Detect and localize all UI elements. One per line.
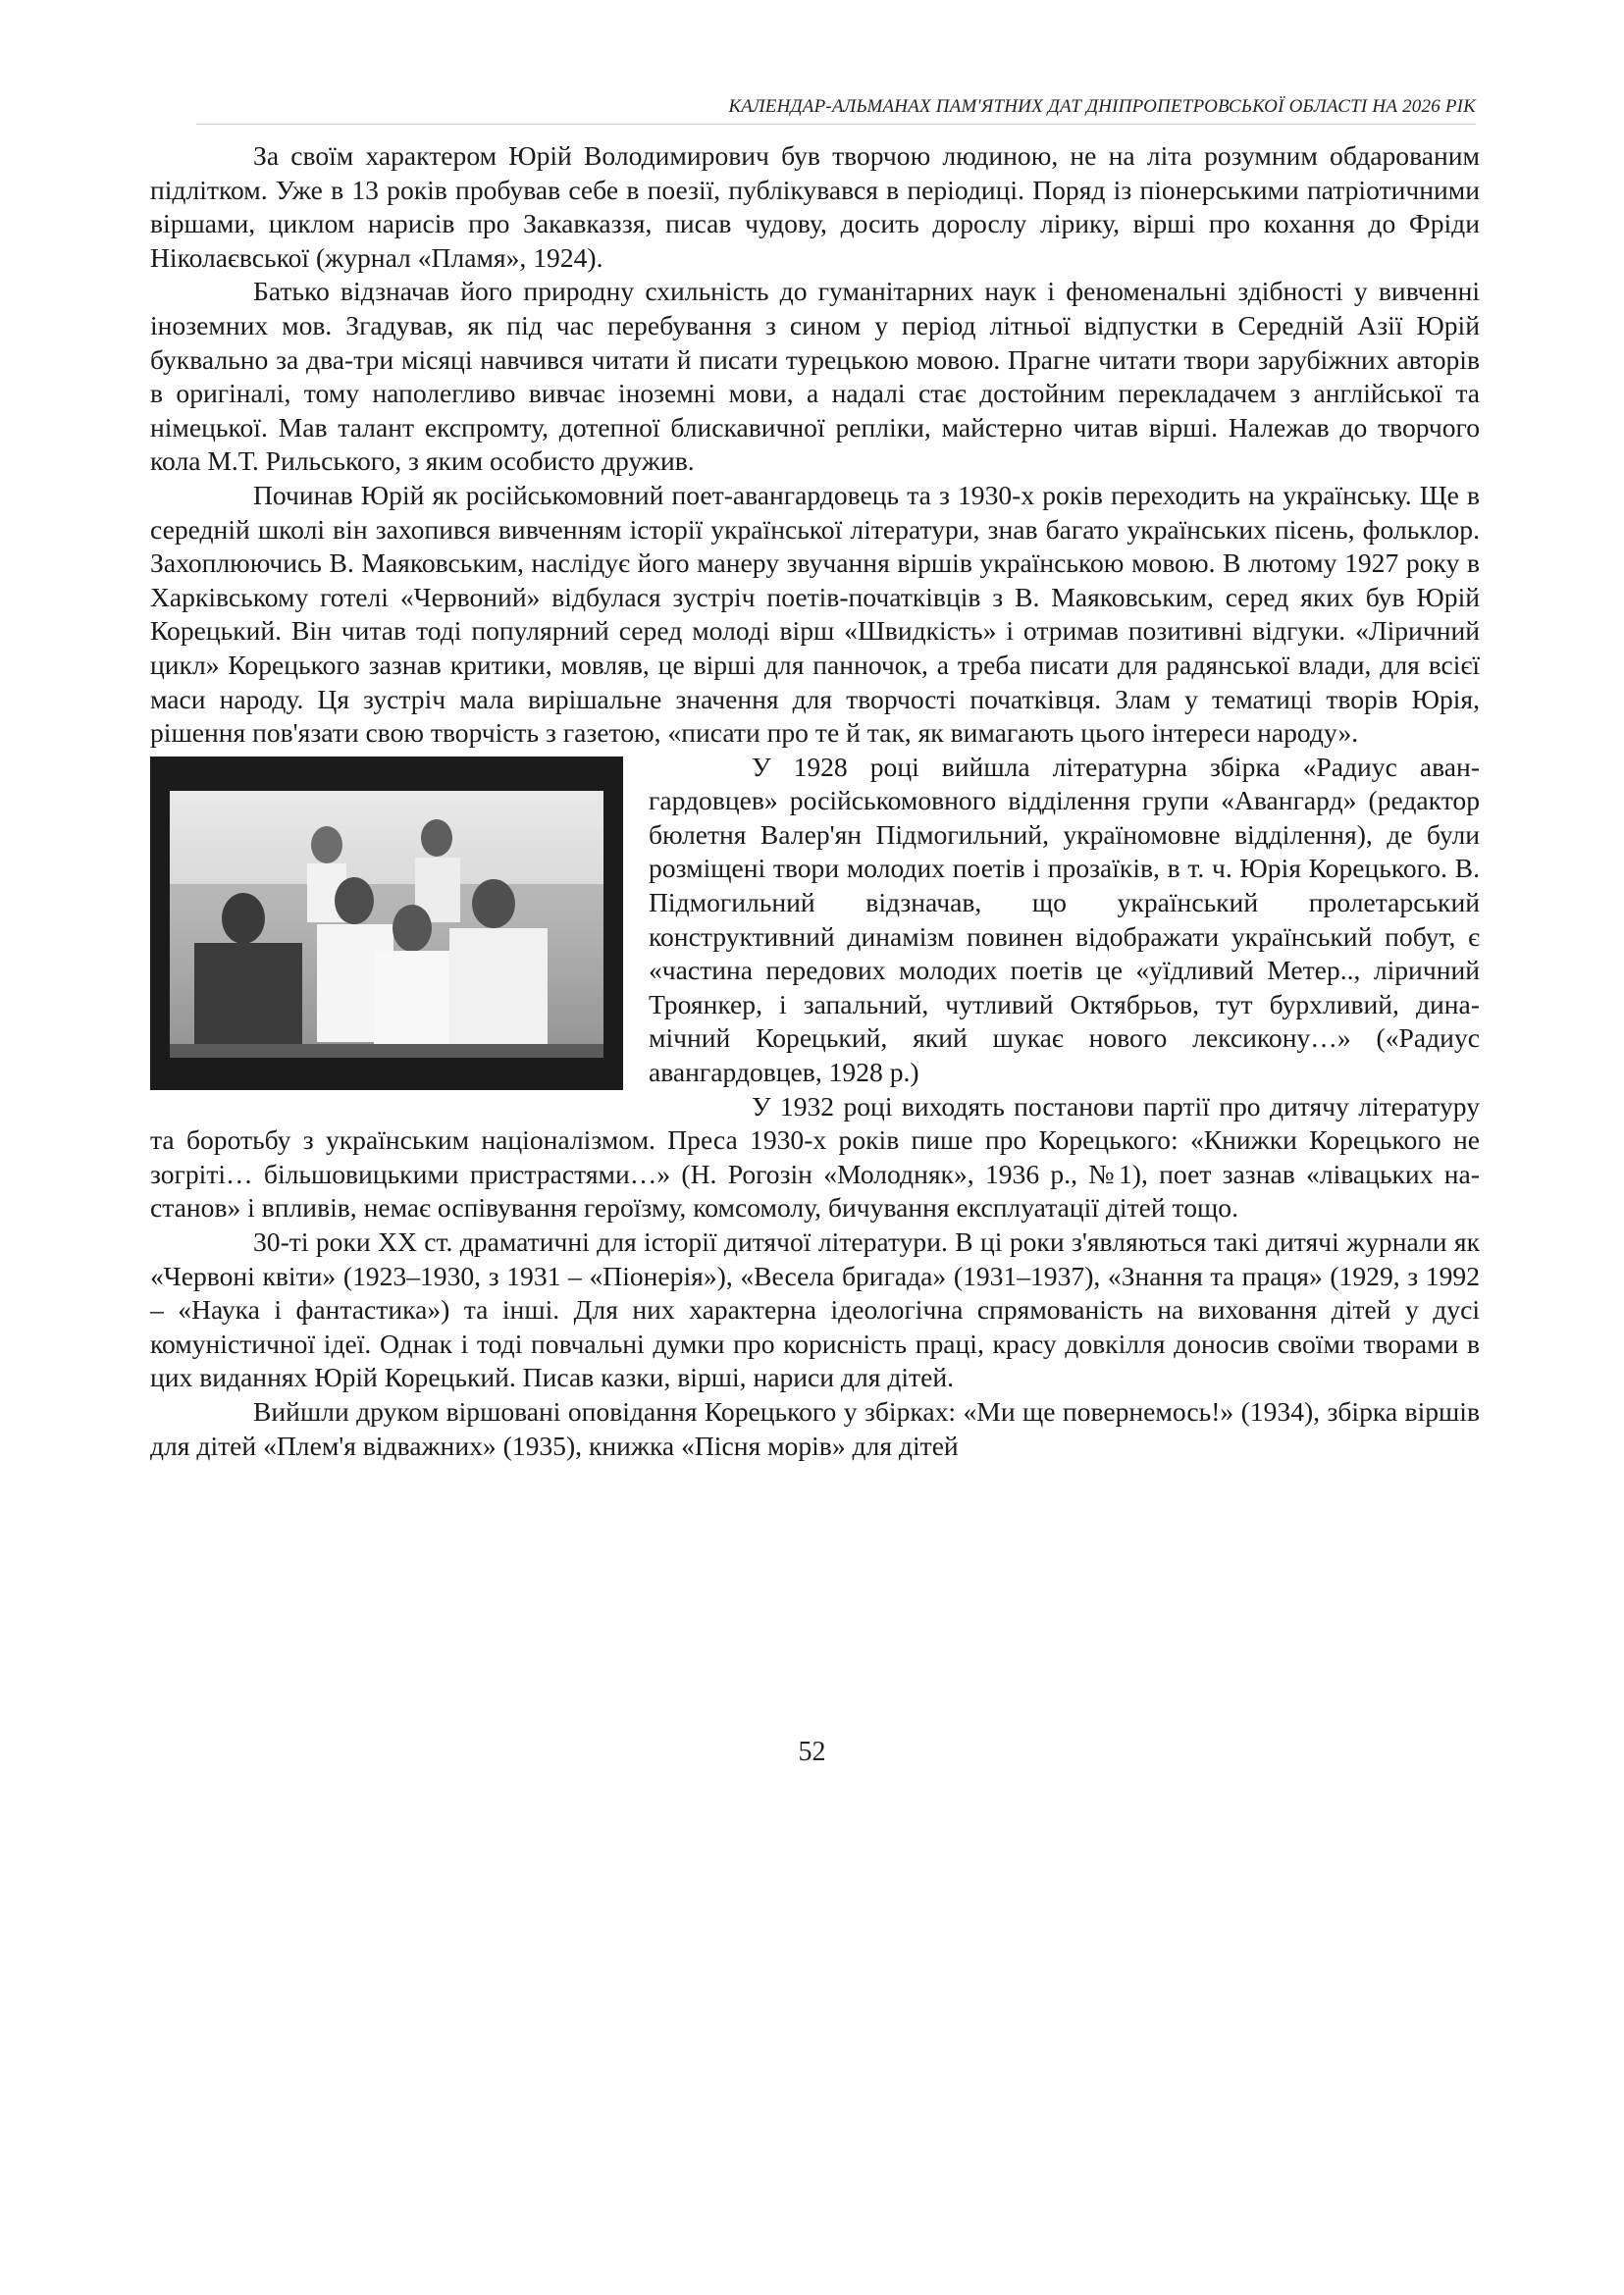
paragraph-2: Батько відзначав його природну схильність до гуманітарних наук і феноменальні здібності у вивченні іноземних мов. Згадував, як під час перебування з сином у період літньої відпустки в Середній Азії Юрій буквально за два-три місяці навчився читати й писати турецькою мовою. Прагне читати твори зарубіжних авторів в оригіналі, тому наполегливо вивчає іноземні мови, а надалі стає достойним перекладачем з англійської та німецької. Мав талант експромту, дотепної блискавичної репліки, майстерно читав вірші. Належав до творчого кола М.Т. Рильського, з яким особисто дружив. [150, 276, 1480, 477]
paragraph-3: Починав Юрій як російськомовний поет-авангардовець та з 1930-х років переходить на українську. Ще в середній школі він захопився вивченням історії української літератури, знав багато українських пісень, фольклор. Захоплюючись В. Маяковським, наслідує його манеру звучання віршів українською мовою. В лютому 1927 року в Харківському готелі «Червоний» відбулася зустріч поетів-початківців з В. Маяковським, серед яких був Юрій Корецький. Він читав тоді популярний серед молоді вірш «Швидкість» і отримав позитивні відгуки. «Ліричний цикл» Корецького зазнав критики, мовляв, це вірші для панночок, а треба писати для радянської влади, для всієї маси народу. Ця зустріч мала вирішальне значення для творчості початківця. Злам у тематиці творів Юрія, рішення пов'язати свою творчість з газетою, «писати про те й так, як вимагають цього інтереси народу». [150, 479, 1480, 749]
group-photo [150, 756, 623, 1090]
page-number: 52 [798, 1737, 826, 1767]
paragraph-1: За своїм характером Юрій Володимирович був творчою людиною, не на літа розумним обдарованим підлітком. Уже в 13 років пробував себе в поезії, публікувався в періодиці. Поряд із піонерськими патріотичними віршами, циклом нарисів про Закавказзя, писав чудову, досить дорослу лірику, вірші про кохання до Фріди Ніколаєвської (журнал «Пламя», 1924). [150, 140, 1480, 273]
paragraph-6: 30-ті роки ХХ ст. драматичні для історії дитячої літератури. В ці роки з'являються такі дитячі журнали як «Червоні квіти» (1923–1930, з 1931 – «Піонерія»), «Весела бригада» (1931–1937), «Знання та праця» (1929, з 1992 – «Наука і фантастика») та інші. Для них характерна ідеологічна спрямованість на виховання дітей у дусі комуністичної ідеї. Однак і тоді повчальні думки про корисність праці, красу довкілля доносив своїми творами в цих виданнях Юрій Корецький. Писав казки, вірші, нариси для дітей. [150, 1226, 1480, 1393]
paragraph-7: Вийшли друком віршовані оповідання Корецького у збірках: «Ми ще повернемось!» (1934), збірка віршів для дітей «Плем'я відважних» (1935), книжка «Пісня морів» для дітей [150, 1395, 1480, 1461]
article-body [150, 139, 1480, 1463]
paragraph-5: У 1932 році виходять постанови партії про дитячу літературу та боротьбу з українським націоналізмом. Преса 1930-х років пише про Корецького: «Книжки Корецького не зогріті… більшовицькими пристрастями…» (Н. Рогозін «Молодняк», 1936 р., №1), поет зазнав «лівацьких настанов» і впливів, немає оспівування героїзму, комсомолу, бичування експлуатації дітей тощо. [150, 1090, 1480, 1224]
running-header: КАЛЕНДАР-АЛЬМАНАХ ПАМ'ЯТНИХ ДАТ ДНІПРОПЕТРОВСЬКОЇ ОБЛАСТІ НА 2026 РІК [196, 96, 1476, 125]
group-photo-image [170, 791, 603, 1058]
paragraph-4: У 1928 році вийшла літературна збірка «Радиус авангардовцев» російськомовного відділення групи «Авангард» (редактор бюлетня Валер'ян Підмогильний, україномовне відділення), де були розміщені твори молодих поетів і прозаїків, в т. ч. Юрія Корецького. В. Підмогильний відзначав, що український пролетарський конструктивний динамізм повинен відображати український побут, є «частина передових молодих поетів це «уїдливий Метер.., ліричний Троянкер, і запальний, чутливий Октябрьов, тут бурхливий, динамічний Корецький, який шукає нового лексикону…» («Радиус авангардовцев, 1928 р.) [649, 751, 1480, 1088]
